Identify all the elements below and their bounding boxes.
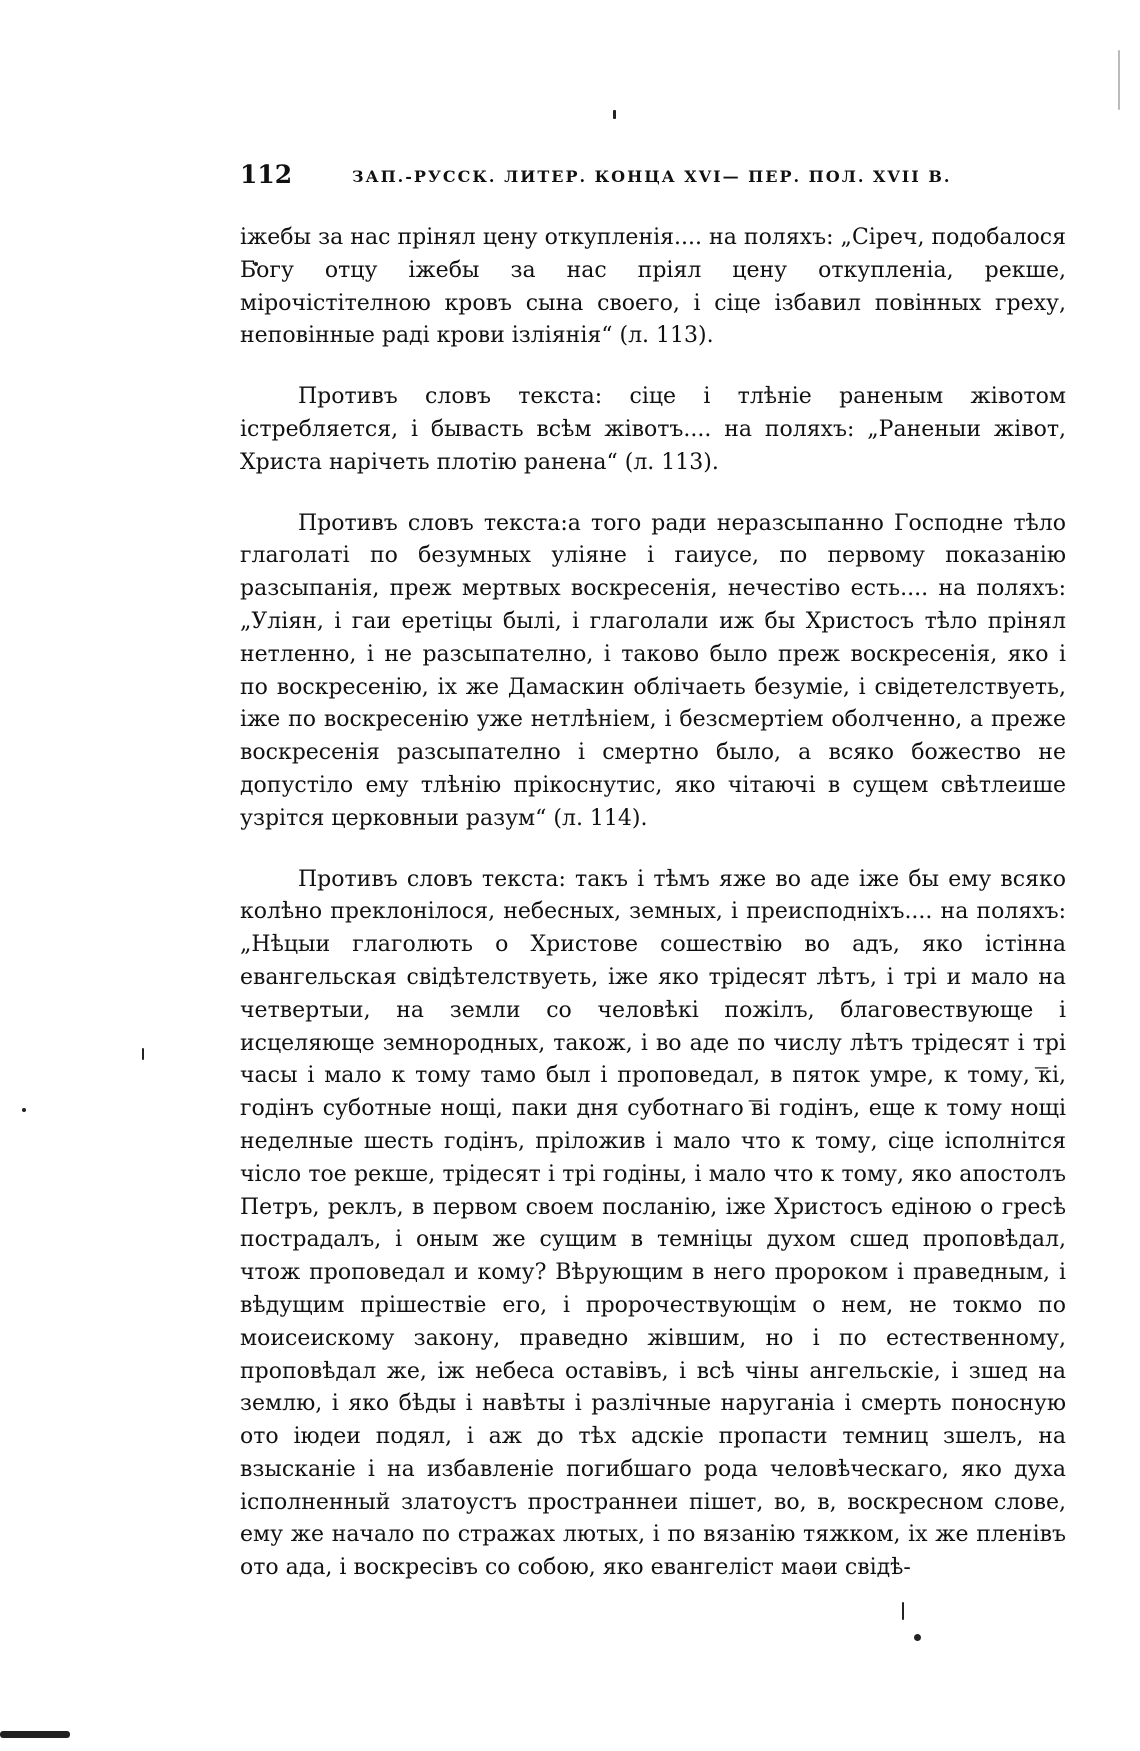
paragraph: Противъ словъ текста:а того ради неразсыпанно Господне тѣло глаголаті по безумных уліяне і гаиусе, по первому показанію разсыпанія, преж мертвых воскресенія, нечестіво есть.... на поляхъ: „Уліян, і гаи еретіцы былі, і глаголали иж бы Христосъ тѣло прінял нетленно, і не разсыпателно, і таково было преж воскресенія, яко і по воскресенію, іх же Дамаскин облічаеть безуміе, і свідетелствуеть, іже по воскресенію уже нетлѣніем, і безсмертіем оболченно, а преже воскресенія разсыпателно і смертно было, а всяко божество не допустіло ему тлѣнію прікоснутис, яко чітаючі в сущем свѣтлеише узрітся церковныи разум“ (л. 114). bbox=[240, 510, 1066, 831]
paragraph: Противъ словъ текста: такъ і тѣмъ яже во аде іже бы ему всяко колѣно преклонілося, небесных, земных, і преисподніхъ.... на поляхъ: „Нѣцыи глаголють о Христове сошествію во адъ, яко істінна евангельская свідѣтелствуеть, іже яко трідесят лѣтъ, і трі и мало на четвертыи, на земли со человѣкі пожілъ, благовествующе і исцеляюще земнородных, також, і во аде по числу лѣтъ трідесят і трі часы і мало к тому тамо был і проповедал, в пяток умре, к тому, ͞кі, годінъ суботные нощі, паки дня суботнаго ͞ві годінъ, еще к тому нощі неделные шесть годінъ, пріложив і мало что к тому, сіце ісполнітся чісло тое рекше, трідесят і трі годіны, і мало что к тому, яко апостолъ Петръ, реклъ, в первом своем посланію, іже Христосъ едіною о гресѣ пострадалъ, і оным же сущим в темніцы духом сшед проповѣдал, чтож проповедал и кому? Вѣрующим в него пророком і праведным, і вѣдущим прішествіе его, і пророчествующім о нем, не токмо по моисеискому закону, праведно жівшим, но і по естественному, проповѣдал же, іж небеса оставівъ, і всѣ чіны ангельскіе, і зшед на землю, і яко бѣды і навѣты і разлічные наруганіа і смерть поносную ото іюдеи подял, і аж до тѣх адскіе пропасти темниц зшелъ, на взысканіе і на избавленіе погибшаго рода человѣческаго, яко духа ісполненный златоустъ пространнеи пішет, во, в, воскресном слове, ему же начало по стражах лютых, і по вязанію тяжком, іх же пленівъ ото ада, і воскресівъ со собою, яко евангеліст маѳи свідѣ- bbox=[240, 866, 1066, 1581]
paragraph: іжебы за нас прінял цену откупленія.... на поляхъ: „Сіреч, подобалося Богу отцу іжебы за нас пріял цену откупленіа, рекше, мірочістітелною кровъ сына своего, і сіце ізбавил повінных греху, неповінные раді крови ізліянія“ (л. 113). bbox=[240, 225, 1066, 349]
body-text bbox=[240, 222, 1066, 1585]
page-edge-shadow bbox=[1118, 50, 1120, 110]
scan-speck bbox=[914, 1634, 921, 1641]
scan-smudge bbox=[0, 1731, 70, 1738]
page-header bbox=[240, 160, 1070, 194]
page-number: 112 bbox=[240, 160, 293, 189]
paragraph: Противъ словъ текста: сіце і тлѣніе раненым жівотом істребляется, і бывасть всѣм жівотъ.... на поляхъ: „Раненыи жівот, Христа нарічеть плотію ранена“ (л. 113). bbox=[240, 384, 1066, 475]
running-head: ЗАП.-РУСCК. ЛИТЕР. КОНЦА XVI— ПЕР. ПОЛ. XVII В. bbox=[352, 167, 952, 186]
scan-speck bbox=[142, 1048, 144, 1060]
scan-speck bbox=[22, 1108, 26, 1112]
scan-speck bbox=[902, 1602, 904, 1620]
scan-speck bbox=[613, 110, 616, 119]
